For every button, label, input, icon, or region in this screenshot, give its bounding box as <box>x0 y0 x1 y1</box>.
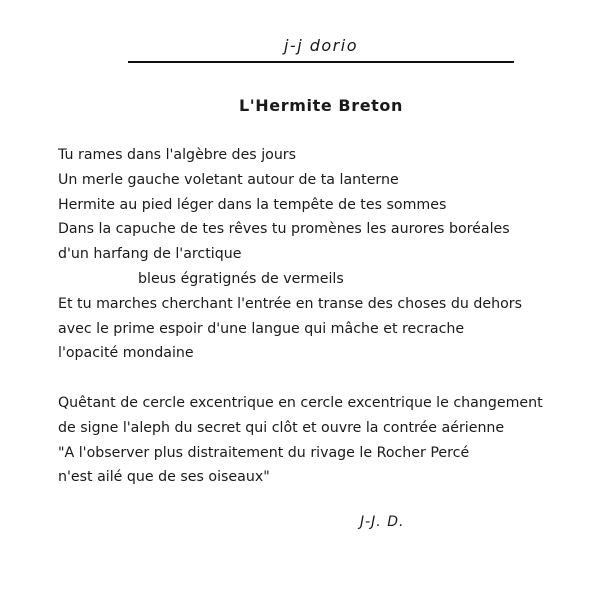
poem-line: Tu rames dans l'algèbre des jours <box>58 147 297 163</box>
poem-line: l'opacité mondaine <box>58 345 194 362</box>
poem-line: "A l'observer plus distraitement du rivage le Rocher Percé <box>58 444 470 461</box>
poem-title: L'Hermite Breton <box>238 96 404 115</box>
poem-line: Et tu marches cherchant l'entrée en transe des choses du dehors <box>58 295 522 312</box>
poem-line: Un merle gauche voletant autour de ta lanterne <box>58 171 399 188</box>
poem-line: n'est ailé que de ses oiseaux" <box>58 469 270 486</box>
poem-line-indented: bleus égratignés de vermeils <box>138 270 344 287</box>
poem-line: Hermite au pied léger dans la tempête de tes sommes <box>58 196 447 213</box>
poem-signature: J-J. D. <box>360 514 405 530</box>
stanza-gap <box>58 366 608 391</box>
poem-line: de signe l'aleph du secret qui clôt et ouvre la contrée aérienne <box>58 419 505 436</box>
poem-body <box>58 143 608 490</box>
poem-line: Quêtant de cercle excentrique en cercle excentrique le changement <box>58 394 543 411</box>
stanza-2 <box>58 391 608 490</box>
poem-line: avec le prime espoir d'une langue qui mâche et recrache <box>58 320 465 337</box>
stanza-1 <box>58 143 608 366</box>
poem-line: Dans la capuche de tes rêves tu promènes les aurores boréales <box>58 221 510 238</box>
header-divider <box>128 61 514 63</box>
author-header: j-j dorio <box>283 36 358 55</box>
poem-line: d'un harfang de l'arctique <box>58 246 242 263</box>
